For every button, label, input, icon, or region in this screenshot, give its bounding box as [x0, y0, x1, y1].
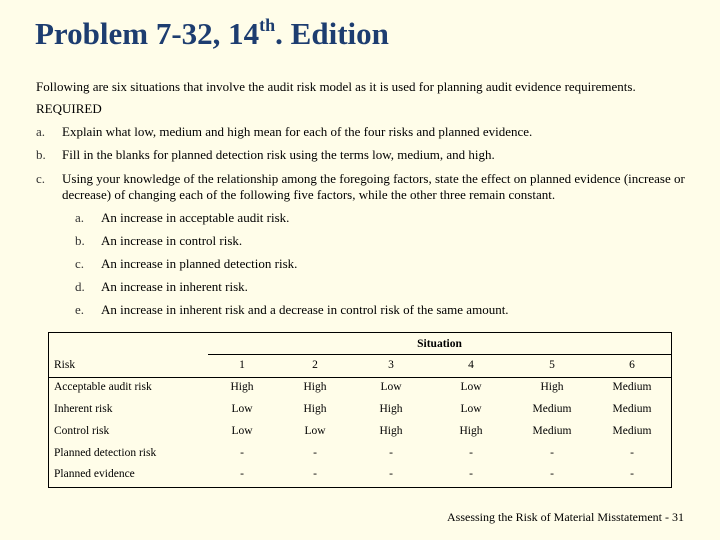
table-cell: High: [379, 403, 403, 415]
required-label: REQUIRED: [36, 101, 102, 116]
table-cell: Low: [231, 403, 253, 415]
situation-header: Situation: [417, 338, 462, 350]
table-cell: -: [389, 468, 393, 480]
table-cell: High: [379, 425, 403, 437]
row-label: Acceptable audit risk: [54, 381, 152, 393]
table-cell: Low: [460, 403, 482, 415]
item-label: a.: [36, 124, 46, 139]
sub-item: [75, 210, 675, 226]
sub-item-text: An increase in planned detection risk.: [101, 256, 298, 271]
table-cell: Low: [231, 425, 253, 437]
table-cell: -: [550, 468, 554, 480]
sub-item-label: c.: [75, 256, 85, 271]
slide-footer: Assessing the Risk of Material Misstatement - 31: [447, 510, 684, 524]
table-cell: High: [459, 425, 483, 437]
column-header: 1: [239, 359, 245, 371]
table-cell: High: [230, 381, 254, 393]
table-cell: High: [303, 381, 327, 393]
sub-item-text: An increase in inherent risk.: [101, 279, 248, 294]
table-cell: -: [313, 447, 317, 459]
table-cell: Medium: [612, 403, 652, 415]
table-cell: Medium: [532, 403, 572, 415]
sub-item: [75, 233, 675, 249]
item-text: Using your knowledge of the relationship among the foregoing factors, state the effect on planned evidence (increase or decrease) of changing each of the following five factors, while the other three remain constant.: [62, 171, 685, 202]
list-item: [36, 171, 696, 203]
item-label: b.: [36, 147, 46, 162]
list-item: [36, 147, 696, 163]
situation-table: [48, 332, 672, 488]
row-label: Inherent risk: [54, 403, 113, 415]
sub-item-text: An increase in acceptable audit risk.: [101, 210, 290, 225]
table-cell: -: [630, 468, 634, 480]
risk-header: Risk: [54, 359, 76, 371]
sub-item: [75, 302, 675, 318]
table-cell: -: [240, 447, 244, 459]
sub-item-text: An increase in inherent risk and a decrease in control risk of the same amount.: [101, 302, 509, 317]
item-label: c.: [36, 171, 46, 186]
intro-text: Following are six situations that involve the audit risk model as it is used for planning audit evidence requirements.: [36, 79, 636, 94]
column-header: 4: [468, 359, 474, 371]
table-cell: Medium: [612, 425, 652, 437]
row-label: Control risk: [54, 425, 110, 437]
table-cell: -: [313, 468, 317, 480]
table-cell: High: [303, 403, 327, 415]
list-item: [36, 124, 696, 140]
column-header: 2: [312, 359, 318, 371]
row-label: Planned detection risk: [54, 447, 157, 459]
column-header: 3: [388, 359, 394, 371]
sub-item-text: An increase in control risk.: [101, 233, 243, 248]
sub-item: [75, 279, 675, 295]
table-cell: -: [630, 447, 634, 459]
page-title: Problem 7-32, 14th. Edition: [35, 14, 389, 51]
sub-item-label: d.: [75, 279, 85, 294]
row-label: Planned evidence: [54, 468, 135, 480]
item-text: Explain what low, medium and high mean for each of the four risks and planned evidence.: [62, 124, 533, 139]
table-cell: -: [240, 468, 244, 480]
item-text: Fill in the blanks for planned detection risk using the terms low, medium, and high.: [62, 147, 495, 162]
sub-item-label: e.: [75, 302, 85, 317]
sub-item-label: a.: [75, 210, 85, 225]
table-divider: [208, 354, 671, 355]
table-cell: Low: [380, 381, 402, 393]
table-cell: Low: [460, 381, 482, 393]
table-cell: Low: [304, 425, 326, 437]
column-header: 6: [629, 359, 635, 371]
table-divider: [49, 377, 671, 378]
sub-item-label: b.: [75, 233, 85, 248]
sub-item: [75, 256, 675, 272]
table-cell: High: [540, 381, 564, 393]
column-header: 5: [549, 359, 555, 371]
table-cell: -: [469, 447, 473, 459]
table-cell: Medium: [532, 425, 572, 437]
table-cell: -: [389, 447, 393, 459]
table-cell: -: [550, 447, 554, 459]
table-cell: Medium: [612, 381, 652, 393]
table-cell: -: [469, 468, 473, 480]
